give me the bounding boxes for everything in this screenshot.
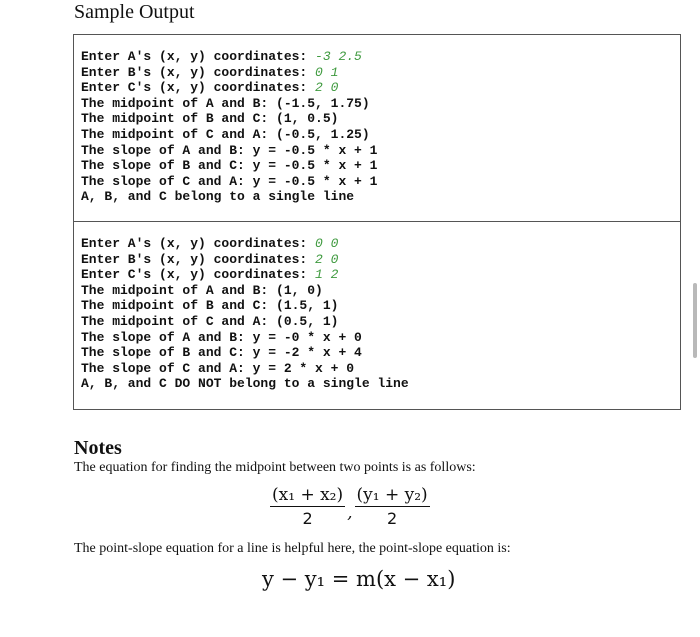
pointslope-description: The point-slope equation for a line is helpful here, the point-slope equation is:	[74, 541, 511, 556]
output-line: The midpoint of C and A: (-0.5, 1.25)	[81, 126, 370, 142]
section-title: Sample Output	[74, 1, 195, 23]
prompt-line	[81, 65, 680, 81]
y-numerator: (y₁ + y₂)	[356, 485, 428, 505]
output-line: A, B, and C DO NOT belong to a single line	[81, 376, 409, 392]
output-line: The slope of C and A: y = 2 * x + 0	[81, 360, 355, 376]
output-line: The midpoint of B and C: (1.5, 1)	[81, 298, 339, 314]
user-input: 0 1	[315, 64, 339, 80]
output-line: The slope of A and B: y = -0.5 * x + 1	[81, 142, 378, 158]
prompt-label: Enter B's (x, y) coordinates:	[81, 64, 316, 80]
x-numerator: (x₁ + x₂)	[272, 485, 344, 505]
prompt-line	[81, 267, 680, 283]
prompt-line	[81, 49, 680, 65]
output-line: The slope of B and C: y = -0.5 * x + 1	[81, 158, 378, 174]
sample-output-box-2	[73, 221, 681, 410]
output-line: The midpoint of B and C: (1, 0.5)	[81, 111, 339, 127]
output-line: The midpoint of A and B: (1, 0)	[81, 282, 323, 298]
x-fraction	[270, 484, 345, 531]
x-denominator: 2	[302, 509, 313, 528]
prompt-label: Enter C's (x, y) coordinates:	[81, 80, 316, 96]
user-input: 2 0	[315, 80, 339, 96]
output-line: The slope of A and B: y = -0 * x + 0	[81, 329, 362, 345]
prompt-label: Enter A's (x, y) coordinates:	[81, 49, 316, 64]
prompt-line	[81, 80, 680, 96]
formula-separator: ,	[347, 502, 353, 523]
output-line: The slope of C and A: y = -0.5 * x + 1	[81, 173, 378, 189]
user-input: 0 0	[315, 236, 339, 251]
prompt-label: Enter C's (x, y) coordinates:	[81, 267, 316, 283]
scrollbar-thumb[interactable]	[693, 283, 697, 358]
output-line: The midpoint of C and A: (0.5, 1)	[81, 313, 339, 329]
prompt-line	[81, 236, 680, 252]
user-input: 1 2	[315, 267, 339, 283]
user-input: -3 2.5	[315, 49, 362, 64]
midpoint-formula	[270, 484, 430, 531]
output-line: The slope of B and C: y = -2 * x + 4	[81, 345, 362, 361]
pointslope-formula: y − y₁ = m(x − x₁)	[262, 567, 456, 591]
y-fraction	[355, 484, 430, 531]
prompt-line	[81, 252, 680, 268]
sample-output-box-1	[73, 34, 681, 222]
y-denominator: 2	[387, 509, 398, 528]
user-input: 2 0	[315, 251, 339, 267]
midpoint-description: The equation for finding the midpoint between two points is as follows:	[74, 460, 476, 475]
output-line: The midpoint of A and B: (-1.5, 1.75)	[81, 95, 370, 111]
output-line: A, B, and C belong to a single line	[81, 189, 355, 205]
notes-heading: Notes	[74, 437, 122, 459]
prompt-label: Enter B's (x, y) coordinates:	[81, 251, 316, 267]
prompt-label: Enter A's (x, y) coordinates:	[81, 236, 316, 251]
